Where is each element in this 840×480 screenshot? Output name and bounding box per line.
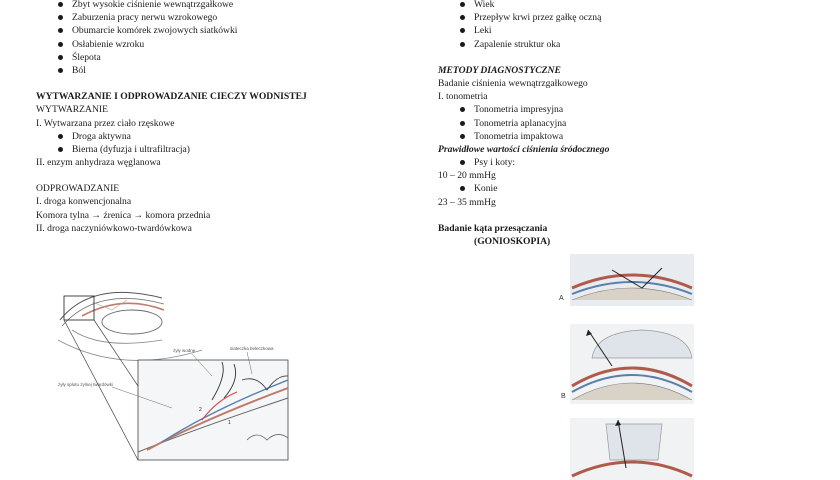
figure-label: siateczka beleczkowa xyxy=(230,346,274,351)
text-line: II. enzym anhydraza węglanowa xyxy=(36,157,161,169)
left-column xyxy=(36,0,416,235)
section-heading: Prawidłowe wartości ciśnienia śródocznego xyxy=(438,143,610,155)
list-item: Przepływ krwi przez gałkę oczną xyxy=(438,11,818,24)
text-line: I. tonometria xyxy=(438,91,488,103)
text-line: 23 – 35 mmHg xyxy=(438,196,496,208)
section-heading: WYTWARZANIE I ODPROWADZANIE CIECZY WODNISTEJ xyxy=(36,91,307,103)
list-item: Droga aktywna xyxy=(36,130,416,143)
text-line: Komora tylna → źrenica → komora przednia xyxy=(36,209,211,221)
subheading: WYTWARZANIE xyxy=(36,104,108,116)
right-column xyxy=(438,0,818,248)
list-item: Zapalenie struktur oka xyxy=(438,38,818,51)
text-line: Badanie ciśnienia wewnątrzgałkowego xyxy=(438,77,588,89)
list-item: Zaburzenia pracy nerwu wzrokowego xyxy=(36,11,416,24)
list-item: Psy i koty: xyxy=(438,156,818,169)
list-item: Ślepota xyxy=(36,51,416,64)
figure-label: A xyxy=(559,295,564,302)
list-item: Bierna (dyfuzja i ultrafiltracja) xyxy=(36,143,416,156)
list-item: Wiek xyxy=(438,0,818,11)
subheading: ODPROWADZANIE xyxy=(36,183,120,195)
text-line: I. droga konwencjonalna xyxy=(36,196,132,208)
eye-drainage-figure xyxy=(52,280,292,465)
figure-label: B xyxy=(561,393,566,400)
list-item: Tonometria aplanacyjna xyxy=(438,117,818,130)
list-item: Ból xyxy=(36,64,416,77)
list-item: Tonometria impresyjna xyxy=(438,103,818,116)
svg-text:1: 1 xyxy=(228,420,231,426)
gonioscopy-figure xyxy=(552,254,698,480)
list-item: Osłabienie wzroku xyxy=(36,38,416,51)
figure-label: żyły wodne xyxy=(173,348,196,353)
section-heading: Badanie kąta przesączania xyxy=(438,222,548,234)
list-item: Leki xyxy=(438,24,818,37)
list-item: Konie xyxy=(438,182,818,195)
text-line: I. Wytwarzana przez ciało rzęskowe xyxy=(36,117,175,129)
list-item: Obumarcie komórek zwojowych siatkówki xyxy=(36,24,416,37)
list-item: Tonometria impaktowa xyxy=(438,130,818,143)
text-line: II. droga naczyniówkowo-twardówkowa xyxy=(36,222,192,234)
list-item: Zbyt wysokie ciśnienie wewnątrzgałkowe xyxy=(36,0,416,11)
section-heading: METODY DIAGNOSTYCZNE xyxy=(438,64,561,76)
figure-label: żyły splotu żylnej twardówki xyxy=(58,382,114,387)
text-line: 10 – 20 mmHg xyxy=(438,170,496,182)
subheading: (GONIOSKOPIA) xyxy=(474,236,551,247)
svg-text:2: 2 xyxy=(199,407,202,413)
